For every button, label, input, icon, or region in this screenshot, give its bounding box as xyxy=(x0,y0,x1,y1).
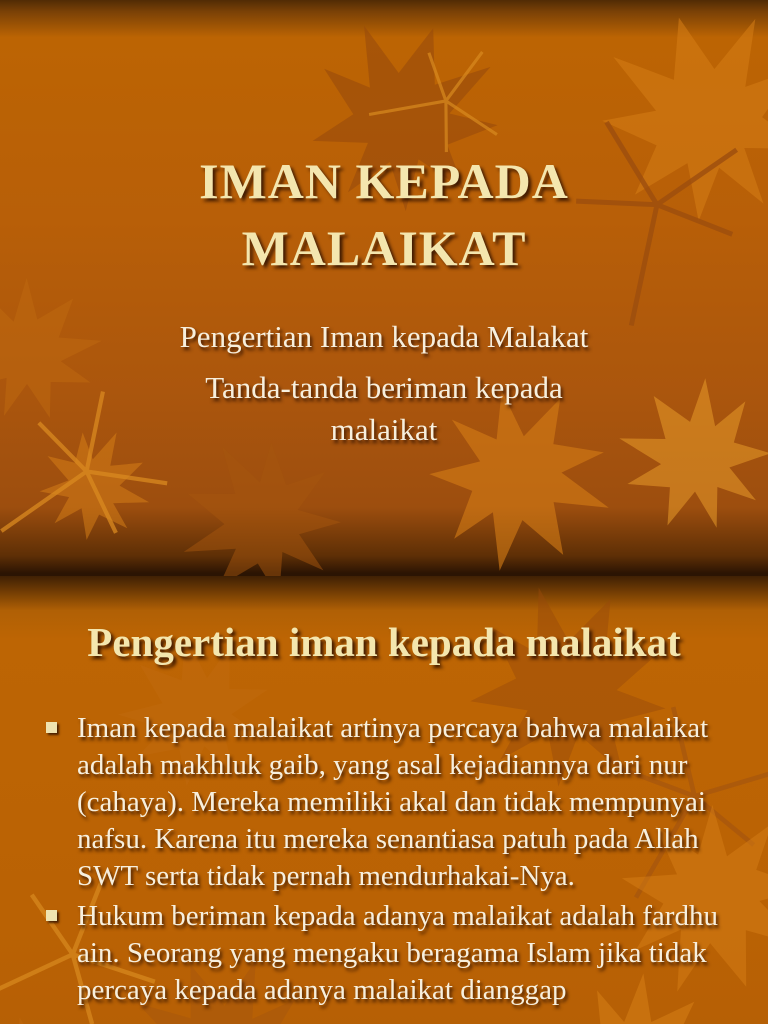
slide-2 xyxy=(0,576,768,1024)
slide-1-title xyxy=(0,0,768,282)
bullet-item-1 xyxy=(44,710,740,895)
bullet-text-1: Iman kepada malaikat artinya percaya bahwa malaikat adalah makhluk gaib, yang asal kejadiannya dari nur (cahaya). Mereka memiliki akal dan tidak mempunyai nafsu. Karena itu mereka senantiasa patuh pada Allah SWT serta tidak pernah mendurhakai-Nya. xyxy=(77,712,709,892)
bullet-item-2 xyxy=(44,898,740,1009)
square-bullet-icon xyxy=(46,722,57,733)
slide-1-subtitles xyxy=(0,316,768,451)
bullet-text-2: Hukum beriman kepada adanya malaikat adalah fardhu ain. Seorang yang mengaku beragama Islam jika tidak percaya kepada adanya malaikat dianggap xyxy=(77,900,718,1006)
subtitle-1: Pengertian Iman kepada Malakat xyxy=(179,319,589,354)
slide-2-content xyxy=(0,576,768,1024)
square-bullet-icon xyxy=(46,910,57,921)
slide-2-heading: Pengertian iman kepada malaikat xyxy=(87,619,681,665)
bullet-list xyxy=(44,710,740,1009)
subtitle-2: Tanda-tanda beriman kepada malaikat xyxy=(205,370,563,448)
title-line-2: MALAIKAT xyxy=(241,220,527,276)
title-line-1: IMAN KEPADA xyxy=(199,153,569,209)
